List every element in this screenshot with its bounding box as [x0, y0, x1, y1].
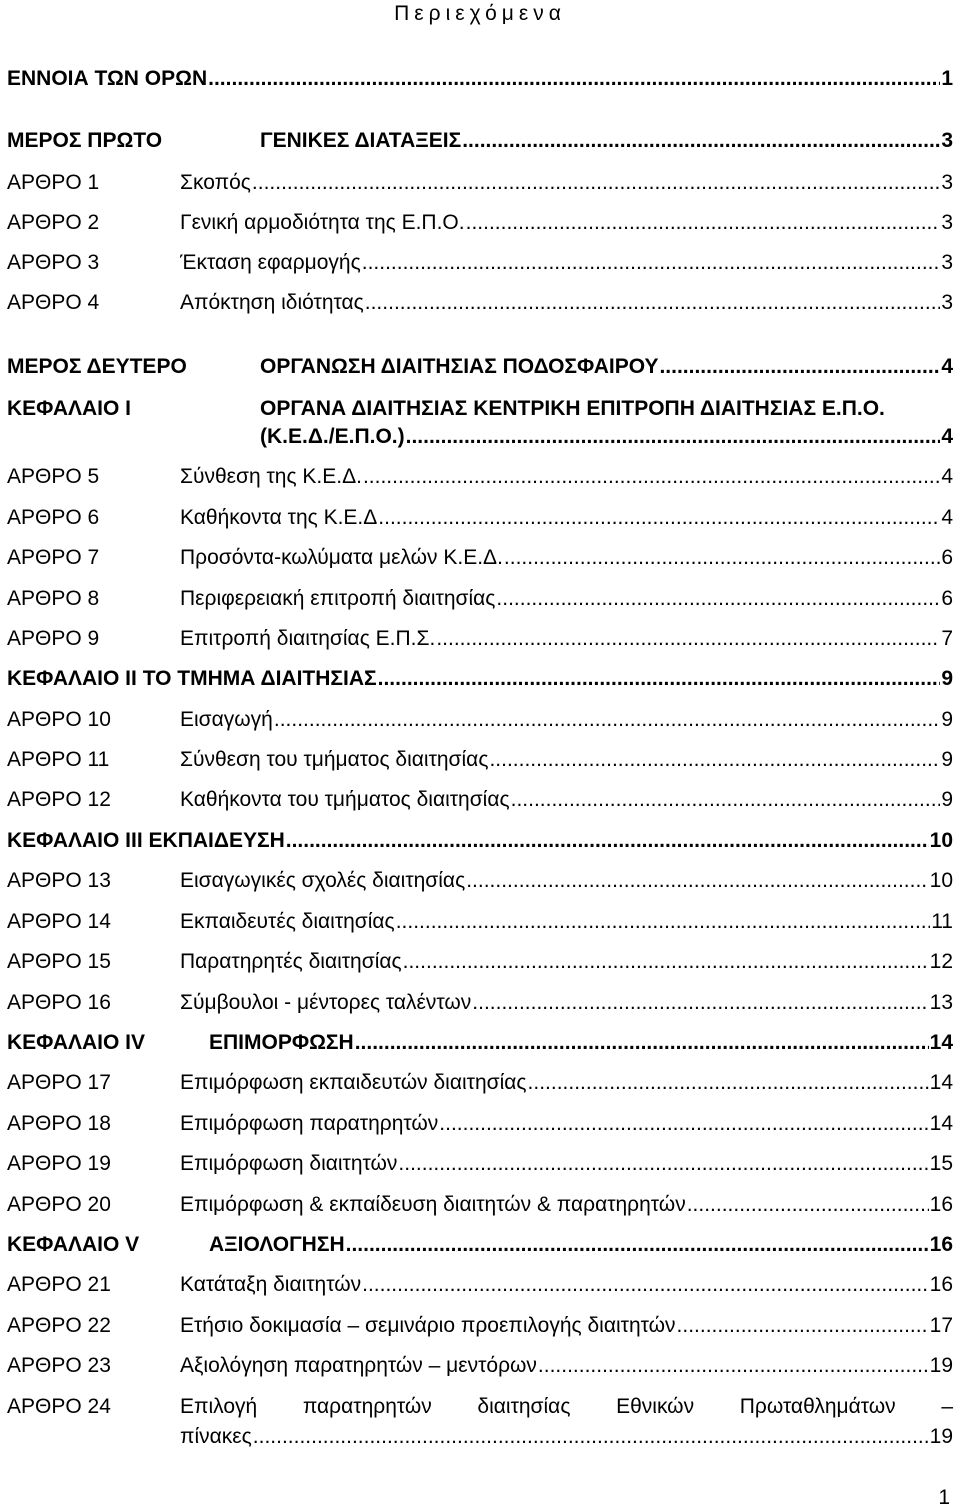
toc-entry-text: Σύνθεση της Κ.Ε.Δ. — [180, 465, 362, 488]
toc-entry[interactable] — [7, 1230, 953, 1260]
toc-entry-label: ΑΡΘΡΟ 11 — [7, 748, 110, 771]
toc-entry-page: 7 — [941, 627, 953, 650]
toc-entry[interactable] — [7, 1109, 953, 1139]
toc-leader-dots — [496, 584, 940, 614]
toc-leader-dots — [528, 1068, 929, 1098]
toc-leader-dots — [538, 1351, 929, 1381]
toc-entry-text: ΟΡΓΑΝΩΣΗ ΔΙΑΙΤΗΣΙΑΣ ΠΟΔΟΣΦΑΙΡΟΥ — [260, 355, 659, 378]
toc-entry-label: ΑΡΘΡΟ 12 — [7, 788, 111, 811]
toc-leader-dots — [403, 947, 929, 977]
toc-entry-page: 4 — [941, 465, 953, 488]
toc-entry-text: ΓΕΝΙΚΕΣ ΔΙΑΤΑΞΕΙΣ — [260, 129, 462, 152]
toc-entry-label: ΑΡΘΡΟ 13 — [7, 869, 111, 892]
toc-entry-page: 11 — [931, 910, 953, 933]
toc-entry-page: 16 — [929, 1193, 953, 1216]
toc-entry-page: 12 — [929, 950, 953, 973]
toc-entry-label: ΑΡΘΡΟ 16 — [7, 991, 111, 1014]
toc-entry[interactable] — [7, 866, 953, 896]
toc-entry-text-continued: πίνακες — [180, 1425, 252, 1448]
toc-entry[interactable] — [7, 624, 953, 654]
toc-entry-text: ΑΞΙΟΛΟΓΗΣΗ — [209, 1233, 345, 1256]
toc-entry-label: ΑΡΘΡΟ 20 — [7, 1193, 111, 1216]
toc-entry[interactable] — [7, 1351, 953, 1381]
toc-entry[interactable] — [7, 352, 953, 382]
toc-entry-page: 16 — [929, 1273, 953, 1296]
toc-entry-text: Αξιολόγηση παρατηρητών – μεντόρων — [180, 1354, 537, 1377]
toc-leader-dots — [466, 866, 928, 896]
toc-entry-text: Έκταση εφαρμογής — [180, 251, 361, 274]
toc-leader-dots — [687, 1190, 929, 1220]
toc-entry-label: ΑΡΘΡΟ 23 — [7, 1354, 111, 1377]
toc-entry[interactable] — [7, 584, 953, 614]
toc-entry[interactable] — [7, 947, 953, 977]
toc-leader-dots — [406, 422, 941, 452]
toc-leader-dots — [462, 126, 940, 156]
toc-entry[interactable] — [7, 664, 953, 694]
toc-entry[interactable] — [7, 705, 953, 735]
toc-entry-text: Απόκτηση ιδιότητας — [180, 291, 364, 314]
toc-entry-label: ΑΡΘΡΟ 18 — [7, 1112, 111, 1135]
toc-title: Περιεχόμενα — [394, 2, 566, 25]
toc-entry-page: 6 — [941, 546, 953, 569]
toc-entry-page: 3 — [941, 211, 953, 234]
toc-entry-text: Επιμόρφωση παρατηρητών — [180, 1112, 439, 1135]
toc-entry-page: 10 — [929, 829, 953, 852]
toc-entry-heading[interactable] — [7, 1392, 953, 1422]
toc-entry-text: Κατάταξη διαιτητών — [180, 1273, 362, 1296]
toc-leader-dots — [472, 988, 928, 1018]
toc-leader-dots — [346, 1230, 929, 1260]
toc-entry-label: ΑΡΘΡΟ 17 — [7, 1071, 111, 1094]
toc-entry-page: 3 — [941, 251, 953, 274]
toc-entry-page: 16 — [929, 1233, 953, 1256]
toc-entry-label: ΕΝΝΟΙΑ ΤΩΝ ΟΡΩΝ — [7, 67, 208, 90]
toc-entry-label: ΑΡΘΡΟ 6 — [7, 506, 100, 529]
toc-leader-dots — [378, 503, 940, 533]
toc-entry-label: ΑΡΘΡΟ 1 — [7, 171, 100, 194]
toc-entry[interactable] — [7, 1270, 953, 1300]
toc-entry-label: ΚΕΦΑΛΑΙΟ IV — [7, 1031, 146, 1054]
toc-entry-text: Καθήκοντα του τμήματος διαιτησίας — [180, 788, 510, 811]
toc-entry-text: Επιμόρφωση εκπαιδευτών διαιτησίας — [180, 1071, 527, 1094]
toc-leader-dots — [362, 1270, 929, 1300]
toc-entry[interactable] — [7, 503, 953, 533]
toc-entry[interactable] — [7, 208, 953, 238]
toc-entry[interactable] — [7, 288, 953, 318]
toc-entry[interactable] — [7, 462, 953, 492]
toc-entry-heading[interactable] — [7, 394, 953, 424]
toc-entry-text: Παρατηρητές διαιτησίας — [180, 950, 402, 973]
toc-leader-dots — [398, 1149, 928, 1179]
toc-entry-label: ΜΕΡΟΣ ΠΡΩΤΟ — [7, 129, 163, 152]
toc-entry[interactable] — [180, 1422, 953, 1452]
toc-entry-text: Εισαγωγή — [180, 708, 273, 731]
toc-entry-text: Σύμβουλοι - μέντορες ταλέντων — [180, 991, 472, 1014]
toc-leader-dots — [466, 208, 941, 238]
toc-leader-dots — [365, 288, 941, 318]
toc-leader-dots — [208, 64, 940, 94]
toc-entry-text: ΟΡΓΑΝΑ ΔΙΑΙΤΗΣΙΑΣ ΚΕΝΤΡΙΚΗ ΕΠΙΤΡΟΠΗ ΔΙΑΙΤΗΣΙΑΣ Ε.Π.Ο. — [260, 397, 885, 420]
toc-entry-label: ΑΡΘΡΟ 14 — [7, 910, 111, 933]
toc-leader-dots — [378, 664, 941, 694]
toc-entry[interactable] — [7, 1190, 953, 1220]
toc-entry-label: ΑΡΘΡΟ 2 — [7, 211, 100, 234]
toc-entry-page: 13 — [929, 991, 953, 1014]
toc-leader-dots — [253, 1422, 929, 1452]
toc-entry[interactable] — [260, 422, 953, 452]
toc-entry-page: 14 — [929, 1071, 953, 1094]
toc-entry-text: Εκπαιδευτές διαιτησίας — [180, 910, 395, 933]
toc-entry-label: ΚΕΦΑΛΑΙΟ ΙΙΙ ΕΚΠΑΙΔΕΥΣΗ — [7, 829, 285, 852]
toc-entry-page: 3 — [941, 171, 953, 194]
toc-entry[interactable] — [7, 1028, 953, 1058]
toc-entry-text: Ετήσιο δοκιμασία – σεμινάριο προεπιλογής διαιτητών — [180, 1314, 676, 1337]
toc-entry[interactable] — [7, 168, 953, 198]
toc-entry-text: Περιφερειακή επιτροπή διαιτησίας — [180, 587, 496, 610]
toc-entry[interactable] — [7, 785, 953, 815]
toc-entry-label: ΑΡΘΡΟ 9 — [7, 627, 100, 650]
toc-entry-label: ΑΡΘΡΟ 21 — [7, 1273, 111, 1296]
toc-entry-label: ΚΕΦΑΛΑΙΟ V — [7, 1233, 140, 1256]
toc-entry[interactable] — [7, 826, 953, 856]
toc-leader-dots — [436, 624, 940, 654]
toc-entry-text: Επιλογή παρατηρητών διαιτησίας Εθνικών Πρωταθλημάτων – — [180, 1395, 953, 1418]
toc-leader-dots — [274, 705, 940, 735]
toc-entry[interactable] — [7, 64, 953, 94]
toc-entry-page: 4 — [941, 355, 953, 378]
toc-leader-dots — [362, 248, 941, 278]
toc-leader-dots — [252, 168, 940, 198]
toc-entry-text: Επιμόρφωση διαιτητών — [180, 1152, 398, 1175]
toc-entry-label: ΑΡΘΡΟ 7 — [7, 546, 100, 569]
toc-entry[interactable] — [7, 988, 953, 1018]
toc-leader-dots — [439, 1109, 928, 1139]
toc-entry-page: 9 — [941, 708, 953, 731]
toc-entry[interactable] — [7, 1311, 953, 1341]
toc-entry[interactable] — [7, 543, 953, 573]
toc-entry-page: 19 — [929, 1354, 953, 1377]
toc-entry[interactable] — [7, 248, 953, 278]
toc-entry-text: Σκοπός — [180, 171, 251, 194]
toc-entry-text: Σύνθεση του τμήματος διαιτησίας — [180, 748, 489, 771]
toc-entry-page: 6 — [941, 587, 953, 610]
toc-entry-page: 10 — [929, 869, 953, 892]
toc-entry-page: 4 — [941, 425, 953, 448]
toc-entry-page: 14 — [929, 1031, 953, 1054]
toc-entry-page: 9 — [941, 667, 953, 690]
toc-entry-label: ΑΡΘΡΟ 19 — [7, 1152, 111, 1175]
toc-leader-dots — [363, 462, 940, 492]
toc-entry-label: ΜΕΡΟΣ ΔΕΥΤΕΡΟ — [7, 355, 187, 378]
toc-entry-page: 9 — [941, 748, 953, 771]
toc-leader-dots — [677, 1311, 929, 1341]
toc-entry-page: 19 — [929, 1425, 953, 1448]
toc-leader-dots — [396, 907, 931, 937]
toc-entry-text: ΕΠΙΜΟΡΦΩΣΗ — [209, 1031, 354, 1054]
toc-entry[interactable] — [7, 745, 953, 775]
toc-entry-text: Εισαγωγικές σχολές διαιτησίας — [180, 869, 466, 892]
toc-entry[interactable] — [7, 1068, 953, 1098]
toc-entry[interactable] — [7, 907, 953, 937]
toc-leader-dots — [659, 352, 940, 382]
toc-entry-label: ΚΕΦΑΛΑΙΟ ΙΙ ΤΟ ΤΜΗΜΑ ΔΙΑΙΤΗΣΙΑΣ — [7, 667, 377, 690]
toc-entry-label: ΑΡΘΡΟ 4 — [7, 291, 100, 314]
toc-entry-page: 1 — [941, 67, 953, 90]
toc-entry-page: 14 — [929, 1112, 953, 1135]
toc-entry-page: 3 — [941, 291, 953, 314]
toc-leader-dots — [511, 785, 941, 815]
toc-entry-text: Επιμόρφωση & εκπαίδευση διαιτητών & παρατηρητών — [180, 1193, 686, 1216]
toc-entry-page: 9 — [941, 788, 953, 811]
page-number: 1 — [938, 1486, 950, 1509]
toc-leader-dots — [489, 745, 940, 775]
toc-entry[interactable] — [7, 126, 953, 156]
toc-entry[interactable] — [7, 1149, 953, 1179]
toc-entry-text-continued: (Κ.Ε.Δ./Ε.Π.Ο.) — [260, 425, 405, 448]
toc-entry-label: ΑΡΘΡΟ 8 — [7, 587, 100, 610]
toc-leader-dots — [286, 826, 929, 856]
toc-entry-text: Καθήκοντα της Κ.Ε.Δ — [180, 506, 378, 529]
toc-entry-label: ΑΡΘΡΟ 22 — [7, 1314, 111, 1337]
toc-entry-text: Προσόντα-κωλύματα μελών Κ.Ε.Δ. — [180, 546, 503, 569]
toc-entry-page: 15 — [929, 1152, 953, 1175]
toc-entry-label: ΑΡΘΡΟ 10 — [7, 708, 111, 731]
toc-entry-text: Γενική αρμοδιότητα της Ε.Π.Ο. — [180, 211, 465, 234]
toc-entry-page: 3 — [941, 129, 953, 152]
toc-entry-label: ΑΡΘΡΟ 15 — [7, 950, 111, 973]
toc-entry-page: 17 — [929, 1314, 953, 1337]
toc-leader-dots — [504, 543, 940, 573]
toc-entry-label: ΑΡΘΡΟ 5 — [7, 465, 100, 488]
toc-leader-dots — [355, 1028, 929, 1058]
toc-entry-label: ΚΕΦΑΛΑΙΟ Ι — [7, 397, 132, 420]
toc-entry-label: ΑΡΘΡΟ 24 — [7, 1395, 111, 1418]
toc-entry-page: 4 — [941, 506, 953, 529]
toc-entry-text: Επιτροπή διαιτησίας Ε.Π.Σ. — [180, 627, 436, 650]
toc-entry-label: ΑΡΘΡΟ 3 — [7, 251, 100, 274]
